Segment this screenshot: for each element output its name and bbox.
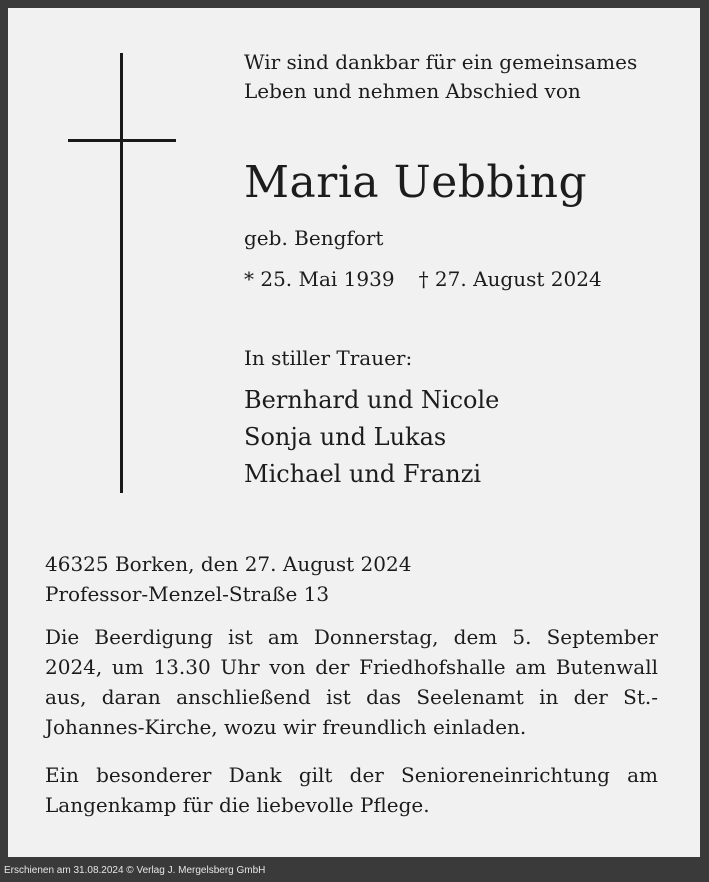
thanks-paragraph: Ein besonderer Dank gilt der Senioreneinrichtung am Langenkamp für die liebevolle Pflege.	[45, 763, 658, 817]
publication-footer: Erschienen am 31.08.2024 © Verlag J. Mergelsberg GmbH	[4, 865, 266, 876]
family-member: Bernhard und Nicole	[244, 386, 500, 414]
intro-line: Leben und nehmen Abschied von	[244, 79, 581, 103]
cross-vertical-bar	[120, 53, 123, 493]
address-line: 46325 Borken, den 27. August 2024	[45, 552, 412, 576]
intro-text	[244, 48, 637, 106]
death-date: † 27. August 2024	[418, 267, 602, 291]
obituary-card	[8, 8, 700, 857]
address-block	[45, 549, 411, 609]
intro-line: Wir sind dankbar für ein gemeinsames	[244, 50, 638, 74]
mourning-label: In stiller Trauer:	[244, 346, 413, 370]
family-member: Michael und Franzi	[244, 460, 482, 488]
life-dates	[244, 265, 602, 293]
funeral-paragraph: Die Beerdigung ist am Donnerstag, dem 5. September 2024, um 13.30 Uhr von der Friedhofshalle am Butenwall aus, daran anschließend ist das Seelenamt in der St.-Johannes-Kirche, wozu wir freundlich einladen.	[45, 625, 658, 739]
family-list	[244, 382, 499, 493]
maiden-name: geb. Bengfort	[244, 226, 384, 250]
address-line: Professor-Menzel-Straße 13	[45, 582, 330, 606]
deceased-name: Maria Uebbing	[244, 157, 588, 208]
family-member: Sonja und Lukas	[244, 423, 447, 451]
birth-date: * 25. Mai 1939	[244, 267, 395, 291]
cross-horizontal-bar	[68, 139, 176, 142]
